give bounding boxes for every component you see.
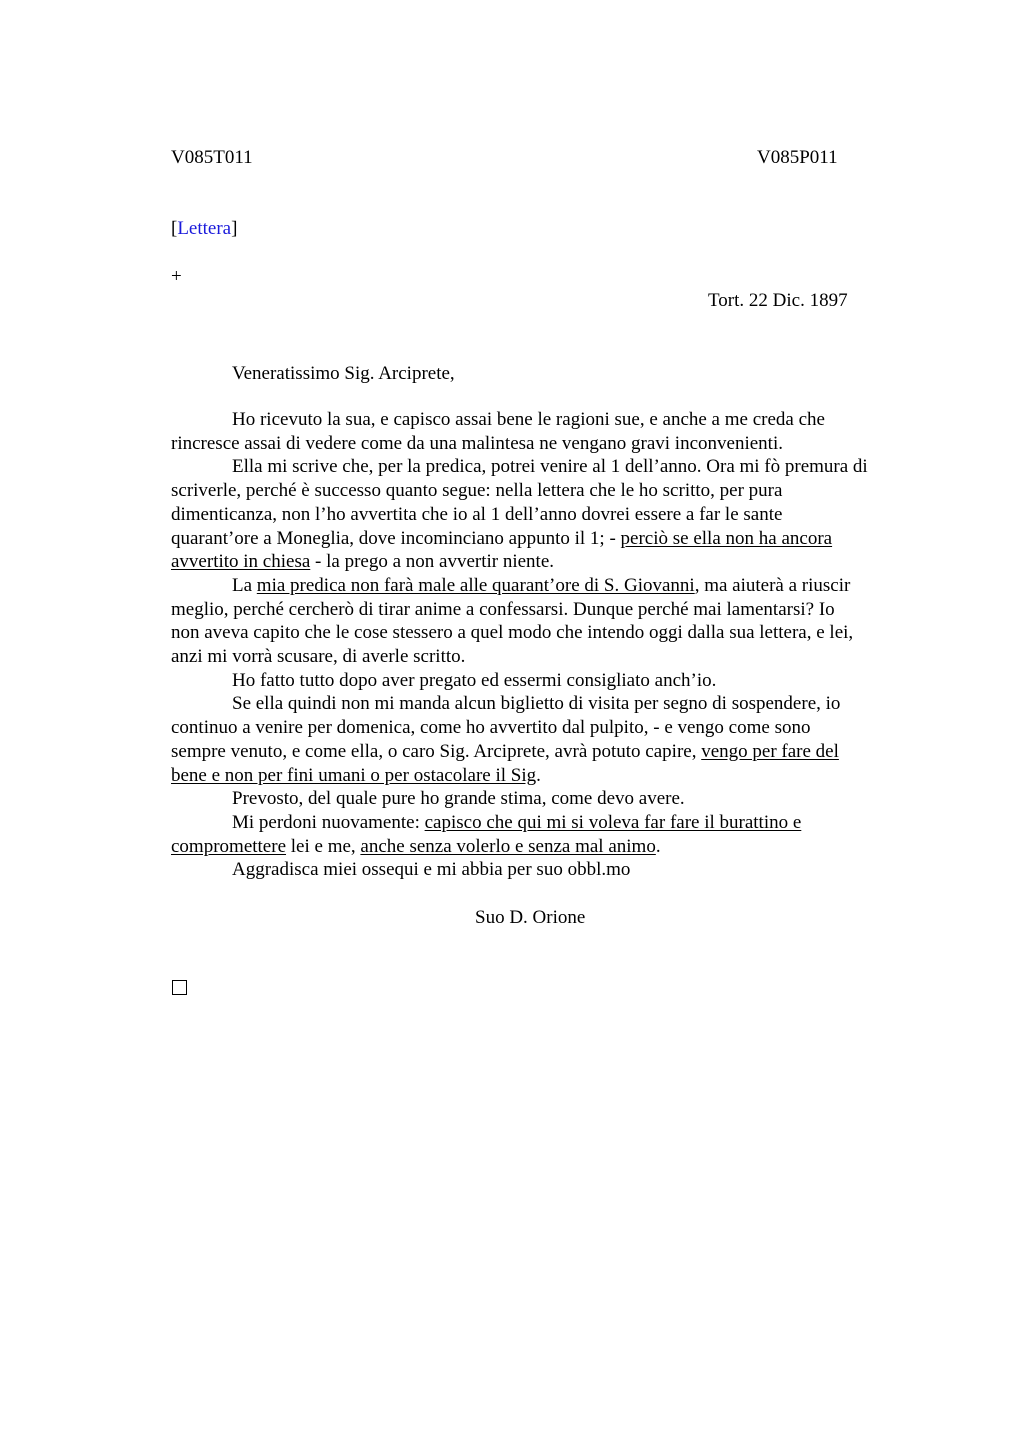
text-segment: meglio, perché cercherò di tirar anime a confessarsi. Dunque perché mai lamentarsi? Io <box>171 598 835 620</box>
underlined-segment: compromettere <box>171 835 287 857</box>
text-segment: anzi mi vorrà scusare, di averle scritto. <box>171 646 466 668</box>
body-line <box>171 432 926 456</box>
text-segment: non aveva capito che le cose stessero a quel modo che intendo oggi dalla sua lettera, e lei, <box>171 622 854 644</box>
text-segment: Se ella quindi non mi manda alcun biglietto di visita per segno di sospendere, io <box>232 693 841 715</box>
underlined-segment: perciò se ella non ha ancora <box>620 527 833 549</box>
text-segment: , ma aiuterà a riuscir <box>694 574 851 596</box>
body-line <box>171 455 926 479</box>
text-segment: Aggradisca miei ossequi e mi abbia per suo obbl.mo <box>232 859 631 881</box>
document-type <box>171 217 237 241</box>
underlined-segment: anche senza volerlo e senza mal animo <box>360 835 656 857</box>
body-line <box>171 598 926 622</box>
salutation: Veneratissimo Sig. Arciprete, <box>232 363 455 384</box>
body-line <box>171 503 926 527</box>
body-line <box>171 692 926 716</box>
document-code-left: V085T011 <box>171 147 253 168</box>
body-line <box>171 858 926 882</box>
text-segment: - la prego a non avvertir niente. <box>310 551 555 573</box>
body-line <box>171 408 926 432</box>
text-segment: sempre venuto, e come ella, o caro Sig. Arciprete, avrà potuto capire, <box>171 740 702 762</box>
body-line <box>171 645 926 669</box>
body-line <box>171 479 926 503</box>
body-line <box>171 621 926 645</box>
text-segment: Ella mi scrive che, per la predica, potrei venire al 1 dell’anno. Ora mi fò premura di <box>232 456 868 478</box>
text-segment: La <box>232 574 257 596</box>
body-line <box>171 574 926 598</box>
cross-mark: + <box>171 266 182 287</box>
bracket-close: ] <box>231 218 238 239</box>
letter-body <box>171 408 926 882</box>
underlined-segment: mia predica non farà male alle quarant’ore di S. Giovanni <box>256 574 695 596</box>
signature: Suo D. Orione <box>475 907 586 928</box>
text-segment: continuo a venire per domenica, come ho avvertito dal pulpito, - e vengo come sono <box>171 717 811 739</box>
text-segment: . <box>655 835 661 857</box>
body-line <box>171 787 926 811</box>
body-line <box>171 740 926 764</box>
text-segment: Prevosto, del quale pure ho grande stima, come devo avere. <box>232 788 685 810</box>
letter-date: Tort. 22 Dic. 1897 <box>708 290 848 311</box>
body-line <box>171 550 926 574</box>
text-segment: rincresce assai di vedere come da una malintesa ne vengano gravi inconvenienti. <box>171 432 783 454</box>
body-line <box>171 764 926 788</box>
body-line <box>171 835 926 859</box>
body-line <box>171 527 926 551</box>
text-segment: Mi perdoni nuovamente: <box>232 811 425 833</box>
document-type-link[interactable]: Lettera <box>177 218 232 239</box>
text-segment: dimenticanza, non l’ho avvertita che io al 1 dell’anno dovrei essere a far le sante <box>171 503 783 525</box>
document-code-right: V085P011 <box>757 147 838 168</box>
underlined-segment: avvertito in chiesa <box>171 551 311 573</box>
text-segment: . <box>536 764 541 786</box>
underlined-segment: vengo per fare del <box>701 740 839 762</box>
text-segment: scriverle, perché è successo quanto segue: nella lettera che le ho scritto, per pura <box>171 480 783 502</box>
bracket-open: [ <box>171 218 178 239</box>
underlined-segment: capisco che qui mi si voleva far fare il burattino e <box>424 811 802 833</box>
underlined-segment: bene e non per fini umani o per ostacolare il Sig <box>171 764 537 786</box>
text-segment: lei e me, <box>286 835 361 857</box>
body-line <box>171 716 926 740</box>
body-line <box>171 669 926 693</box>
body-line <box>171 811 926 835</box>
text-segment: quarant’ore a Moneglia, dove incominciano appunto il 1; - <box>171 527 621 549</box>
text-segment: Ho ricevuto la sua, e capisco assai bene le ragioni sue, e anche a me creda che <box>232 409 825 430</box>
text-segment: Ho fatto tutto dopo aver pregato ed essermi consigliato anch’io. <box>232 669 717 691</box>
end-of-document-box-icon <box>172 980 187 995</box>
